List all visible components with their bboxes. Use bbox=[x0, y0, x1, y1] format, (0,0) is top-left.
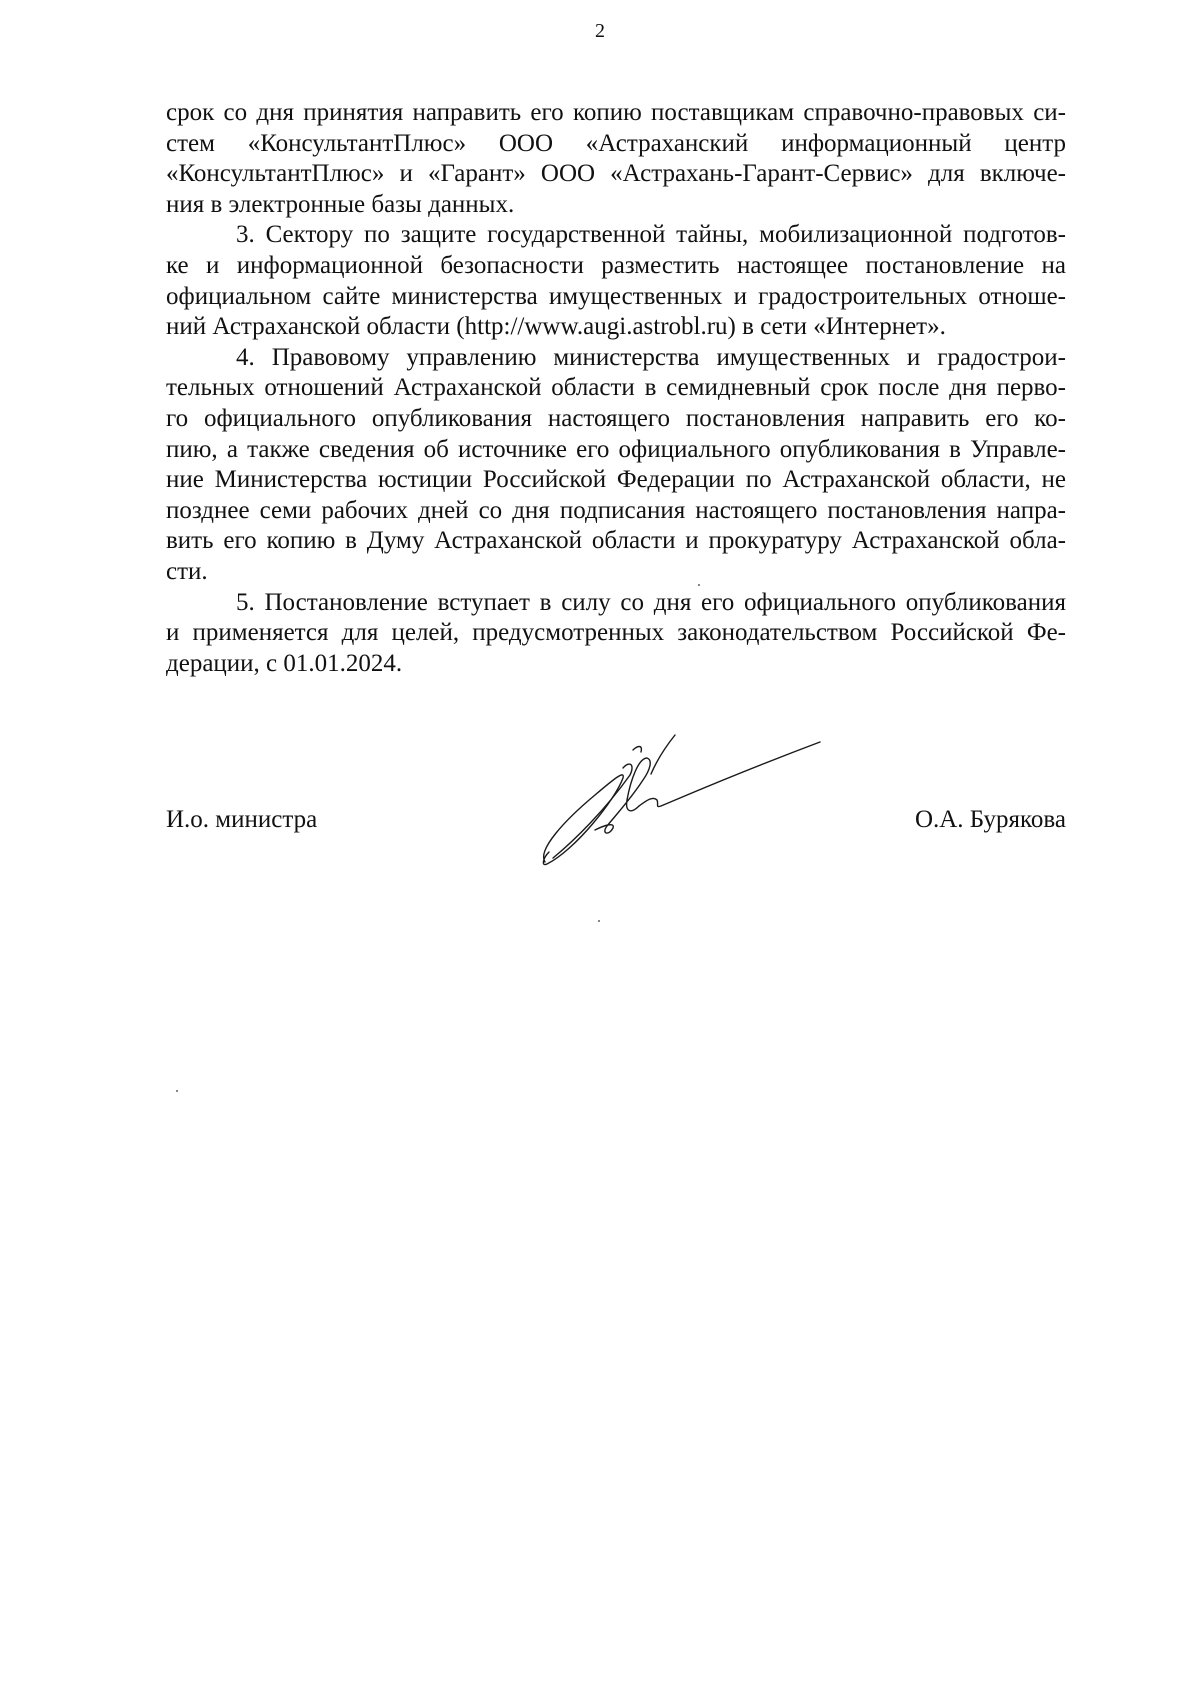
paragraph-line: сти. bbox=[166, 557, 208, 585]
paragraph-line: «КонсультантПлюс» и «Гарант» ООО «Астрахань-Гарант-Сервис» для включе- bbox=[166, 160, 1066, 188]
paragraph-line: 5. Постановление вступает в силу со дня его официального опубликования bbox=[236, 588, 1066, 616]
paragraph-line: 4. Правовому управлению министерства имущественных и градострои- bbox=[236, 343, 1066, 371]
paragraph-line: ния в электронные базы данных. bbox=[166, 190, 515, 218]
scan-speck bbox=[698, 584, 700, 586]
paragraph-line: стем «КонсультантПлюс» ООО «Астраханский информационный центр bbox=[166, 129, 1066, 157]
paragraph-line: ний Астраханской области (http://www.augi.astrobl.ru) в сети «Интернет». bbox=[166, 313, 946, 341]
paragraph-line: ке и информационной безопасности разместить настоящее постановление на bbox=[166, 251, 1066, 279]
paragraph-line: срок со дня принятия направить его копию поставщикам справочно-правовых си- bbox=[166, 99, 1066, 126]
signatory-role: И.о. министра bbox=[166, 806, 318, 833]
paragraph-line: тельных отношений Астраханской области в семидневный срок после дня перво- bbox=[166, 374, 1066, 402]
document-body bbox=[166, 98, 1066, 679]
paragraph-line: го официального опубликования настоящего постановления направить его ко- bbox=[166, 404, 1066, 432]
paragraph-line: официальном сайте министерства имущественных и градостроительных отноше- bbox=[166, 282, 1066, 310]
paragraph-line: и применяется для целей, предусмотренных законодательством Российской Фе- bbox=[166, 619, 1066, 647]
paragraph-line: дерации, с 01.01.2024. bbox=[166, 649, 403, 677]
scan-speck bbox=[598, 920, 600, 922]
scan-speck bbox=[176, 1090, 178, 1092]
paragraph-line: 3. Сектору по защите государственной тайны, мобилизационной подготов- bbox=[236, 221, 1066, 249]
signatory-name: О.А. Бурякова bbox=[914, 806, 1066, 833]
paragraph-line: пию, а также сведения об источнике его официального опубликования в Управле- bbox=[166, 435, 1066, 463]
page-number: 2 bbox=[595, 20, 605, 42]
handwritten-signature bbox=[535, 730, 825, 870]
paragraph-line: вить его копию в Думу Астраханской области и прокуратуру Астраханской обла- bbox=[166, 527, 1066, 555]
paragraph-line: позднее семи рабочих дней со дня подписания настоящего постановления напра- bbox=[166, 496, 1066, 524]
paragraph-line: ние Министерства юстиции Российской Федерации по Астраханской области, не bbox=[166, 466, 1066, 494]
